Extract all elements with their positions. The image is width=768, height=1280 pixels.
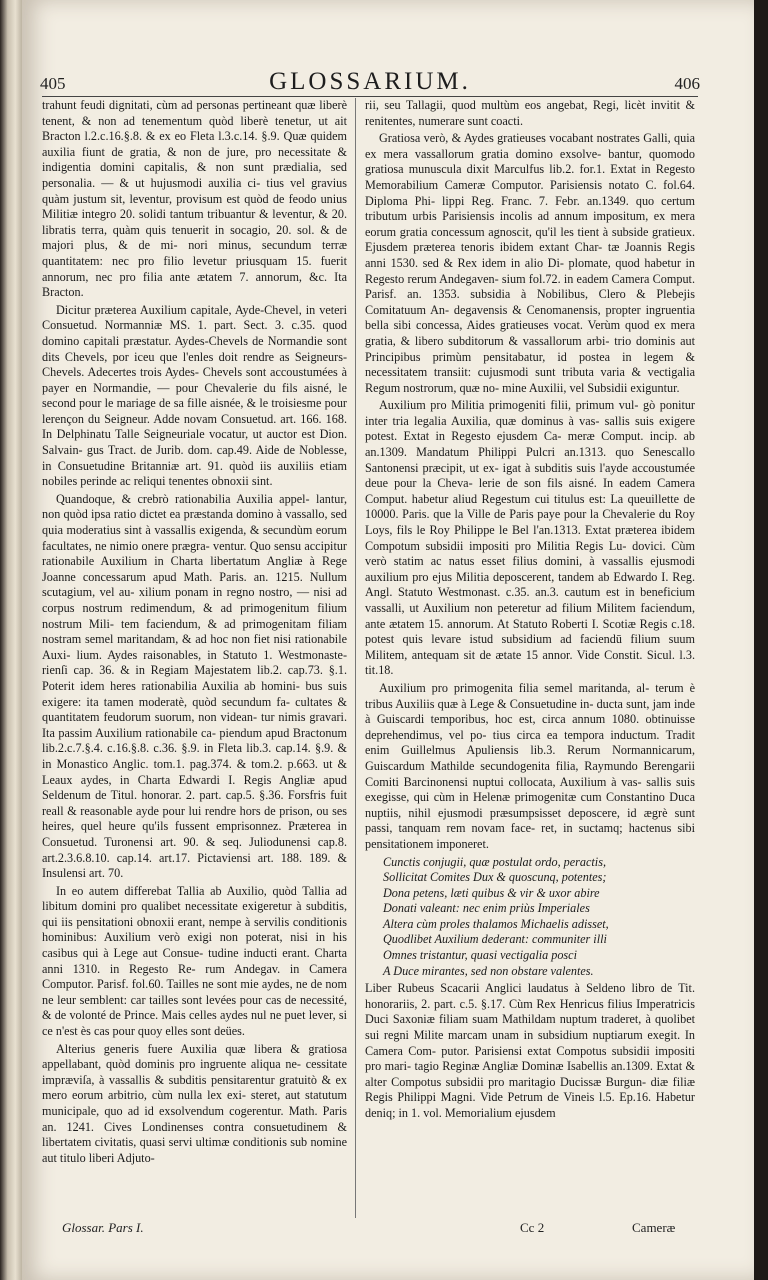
footer-signature-title: Glossar. Pars I. xyxy=(62,1220,144,1235)
verse-line: Quodlibet Auxilium dederant: communiter illi xyxy=(383,932,607,947)
page-number-right: 406 xyxy=(674,74,700,93)
paragraph: Dicitur præterea Auxilium capitale, Ayde-Chevel, in veteri Consuetud. Normanniæ MS. 1. part. Sect. 3. c.35. quod domino capitali præstatur. Aydes-Chevels de Normandie sont dits Chevels, por iceu que l'enles doit rendre as Seigneurs-Chevels. Adecertes trois Aydes- Chevels sont accoustumées à payer en Normandie, — pour Chevalerie du fils aisné, le second pour le mariage de sa fille aisnée, & le troisiesme pour lerençon du Seigneur. Adde novam Consuetud. art. 166. 168. In Delphinatu Talle Seigneuriale vocatur, ut auctor est Dion. Salvain- gus Tract. de Jurib. dom. cap.49. Aide de Noblesse, in Consuetudine Britanniæ art. 91. quòd iis auxiliis etiam nobiles perinde ac reliqui tenentes obnoxii sint. xyxy=(42,302,347,489)
verse-line: A Duce mirantes, sed non obstare valentes. xyxy=(383,963,594,978)
paragraph: Gratiosa verò, & Aydes gratieuses vocabant nostrates Galli, quia ex mera vassallorum gratia domino exsolve- bantur, quomodo gratiosa munuscula dixit Marculfus lib.2. for.1. Extat in Regesto Memorabilium Cameræ Computor. Parisiensis notato C. fol.64. Diploma Phi- lippi Reg. Franc. 7. Febr. an.1349. quo certum tributum urbis Parisiensis incolis ad annum impositum, ex mera eorum gratia concessum agnoscit, qu'il les tient à subside gratieux. Ejusdem præterea tenoris ibidem extant Char- tæ Joannis Regis anni 1530. sed & Rex idem in alio Di- plomate, quod habetur in Regesto rerum Andegaven- sium fol.72. in eadem Camera Comput. Parisf. an. 1353. subsidia à Nobilibus, Clero & Plebejis Comitatuum An- degavensis & Cenomanensis, propter ingruentia bella sibi concessa, Aides gratieuses vocat. Verùm quod ex mera gratia, & libero subditorum & vassallorum arbi- trio dominis aut Principibus primùm pensitabatur, id postea in legem & necessitatem transiit: cujusmodi sunt tributa varia & vectigalia Regum nostrorum, quæ no- mine Auxilii, vel Subsidii exiguntur. xyxy=(365,131,695,395)
paragraph: Auxilium pro primogenita filia semel maritanda, al- terum è tribus Auxiliis quæ à Lege & Consuetudine in- ducta sunt, jam inde à Guiscardi temporibus, hoc est, circa annum 1080. obtinuisse deprehendimus, vel po- tius circa ea tempora inductum. Tradit enim Guillelmus Apuliensis lib.3. Rerum Normannicarum, Guiscardum Mathilde secundogenita filia, Raymundo Berengarii Comiti Barcinonensi nuptui collocata, Auxilium à vas- sallis suis exegisse, qui cùm in Helenæ primogenitæ cum Constantino Duca nuptiis, nihil ejusmodi præsumpsisset deposcere, id ægrè sunt passi, tanquam rem novam face- ret, in suctamq; hactenus sibi pensitationem imponeret. xyxy=(365,680,695,851)
paragraph: rii, seu Tallagii, quod multùm eos angebat, Regi, licèt invitit & renitentes, numerare sunt coacti. xyxy=(365,98,695,128)
verse-line: Altera cùm proles thalamos Michaelis adisset, xyxy=(383,916,609,931)
verse-line: Donati valeant: nec enim priùs Imperiales xyxy=(383,901,590,916)
header-rule xyxy=(42,96,698,97)
page-number-left: 405 xyxy=(40,74,66,93)
verse-block xyxy=(383,855,695,980)
column-divider xyxy=(355,98,356,1218)
page-title: GLOSSARIUM. xyxy=(269,68,471,95)
verse-line: Omnes tristantur, quasi vectigalia posci xyxy=(383,948,577,963)
running-header xyxy=(40,64,700,98)
paragraph: trahunt feudi dignitati, cùm ad personas pertineant quæ liberè tenent, & non ad tenementum quòd liberè tenetur, ut ait Bracton l.2.c.16.§.8. & ex eo Fleta l.3.c.14. §.9. Quæ quidem auxilia fiunt de gratia, & non de jure, pro necessitate & indigentia domini capitalis, & non sunt prædialia, sed personalia. — & ut hujusmodi auxilia ci- tius vel gravius quàm justum sit, leventur, provisum est quòd de feodo unius Militiæ integro 20. solidi tantum tribuantur & leventur, & 20. libratis terra, quàm quis tenuerit in socagio, 20. sol. & de majori plus, & de mi- nori minus, secundum terræ quantitatem: nec pro filio levetur priusquam 15. fuerit annorum, nec pro filia ante ætatem 7. annorum, &c. Ita Bracton. xyxy=(42,98,347,300)
verse-line: Dona petens, læti quibus & vir & uxor abire xyxy=(383,885,600,900)
paragraph: Quandoque, & crebrò rationabilia Auxilia appel- lantur, non quòd ipsa ratio dictet ea præstanda domino à vassallo, sed quia moderatius sint à vassallis exigenda, & secundùm eorum facultates, ne nimio onere prægra- ventur. Quo sensu accipitur rationabile Auxilium in Charta libertatum Angliæ à Rege Joanne concessarum apud Math. Paris. an. 1215. Nullum scutagium, vel au- xilium ponam in regno nostro, — nisi ad corpus nostrum redimendum, & ad primogenitum filium nostrum Mili- tem faciendum, & ad primogenitam filiam nostram semel maritandam, & ad hoc non fiet nisi rationabile Auxi- lium. Aydes raisonables, in Statuto 1. Westmonaste- rienſi cap. 36. & in Regiam Majestatem lib.2. cap.73. §.1. Poterit idem heres rationabilia Auxilia ab homini- bus suis exigere: ita tamen moderatè, quòd secundum fa- cultates & quantitatem feudorum suorum, non videan- tur nimis gravari. Ita passim Auxilium rationabile ca- piendum apud Bractonum lib.2.c.7.§.4. c.16.§.8. c.36. §.9. in Fleta lib.3. cap.14. §.9. & in Monastico Anglic. tom.1. pag.374. & tom.2. p.663. ut & Leaux aydes, in Charta Edwardi I. Regis Angliæ apud Seldenum de Titul. honorar. 2. part. cap.5. §.36. Forsfris fuit reall & reasonable ayde pour lui rendre hors de prison, ou ses heires, quel heure qu'ils fussent emprisonnez. Præterea in Consuetud. Turonensi art. 90. & seq. Juliodunensi cap.8. art.2.3.6.8.10. cap.14. art.17. Pictaviensi art. 188. 189. & Insulensi art. 70. xyxy=(42,491,347,881)
paragraph: In eo autem differebat Tallia ab Auxilio, quòd Tallia ad libitum domini pro qualibet necessitate exigeretur à subditis, qui iis pensitationi obnoxii erant, nempe à servilis conditionis hominibus: Auxilium verò exigi non poterat, nisi in his casibus qui à Lege aut Consue- tudine inducti erant. Charta anni 1310. in Regesto Re- rum Andegav. in Camera Computor. Parisf. fol.60. Tailles ne sont mie aydes, ne de nom ne leur semblent: car tailles sont levées pour cas de necessité, & de volonté de Prince. Mais celles aydes nul ne puet lever, si ce n'est ès cas pour quoy elles sont deües. xyxy=(42,883,347,1039)
paragraph: Auxilium pro Militia primogeniti filii, primum vul- gò ponitur inter tria legalia Auxilia, quæ dominus à vas- sallis suis exigere potest. Extat in Regesto ejusdem Ca- meræ Comput. incip. ab an.1309. Mandatum Philippi Pulcri an.1313. quo Senescallo Santonensi præcipit, ut ex- igat à subditis suis l'ayde accoustumée deue pour la Cheva- lerie de son fils aisné. In eadem Camera Comput. habetur aliud Regestum cui titulus est: La queuillette de 10000. Paris. que la Ville de Paris paye pour la Chevalerie du Roy Loys, fils le Roy Philippe le Bel l'an.1313. Extat præterea ibidem Compotum subsidii impositi pro Militia Regis Lu- dovici. Cùm verò statim ac natus esset filius domini, à vassallis ejusmodi auxilium pro ejus Militia deposcerent, tandem ab Edwardo I. Reg. Angl. Statuto Westmonast. c.35. an.3. cautum est in beneficium vassalli, ut Auxilium non peteretur ad filium Militem faciendum, ante ætatem 15. annorum. At Statuto Roberti I. Scotiæ Regis c.18. potest quis levare istud subsidium ad faciendū filium suum Militem, antequam sit de ætate 15 annor. Vide Constit. Sicul. l.3. tit.18. xyxy=(365,398,695,678)
footer-signature-mark: Cc 2 xyxy=(520,1220,545,1235)
right-column xyxy=(365,98,695,1218)
verse-line: Cunctis conjugii, quæ postulat ordo, peractis, xyxy=(383,854,606,869)
paragraph: Liber Rubeus Scacarii Anglici laudatus à Seldeno libro de Tit. honorariis, 2. part. c.5. §.17. Cùm Rex Henricus filius Imperatricis Duci Saxoniæ filiam suam Mathildam nuptum traderet, à quolibet sui regni Milite marcam unam in subsidium nuptiarum exegit. In Camera Com- putor. Parisiensi extat Compotus subsidii impositi pro mari- tagio Reginæ Angliæ Dominæ Isabellis an.1309. Extat & alter Compotus subsidii pro maritagio Ducissæ Burgun- diæ filiæ Regis Philippi Magni. Vide Petrum de Vineis l.5. Ep.16. Habetur deniq; in 1. vol. Memorialium ejusdem xyxy=(365,981,695,1120)
verse-line: Sollicitat Comites Dux & quoscunq, potentes; xyxy=(383,870,607,885)
paragraph: Alterius generis fuere Auxilia quæ libera & gratiosa appellabant, quòd dominis pro ingruente aliqua ne- cessitate impræviſa, à vassallis & subditis pensitarentur gratuitò & ex mero eorum arbitrio, cùm nulla lex exi- steret, aut statutum municipale, quo ad id exsolvendum cogerentur. Math. Paris an. 1241. Cives Londinenses contra consuetudinem & libertatem civitatis, quasi servi ultimæ conditionis sub nomine aut titulo liberi Adjuto- xyxy=(42,1041,347,1165)
left-column xyxy=(42,98,347,1218)
adjacent-page-edge xyxy=(0,0,22,1280)
footer-catchword: Cameræ xyxy=(632,1220,676,1235)
